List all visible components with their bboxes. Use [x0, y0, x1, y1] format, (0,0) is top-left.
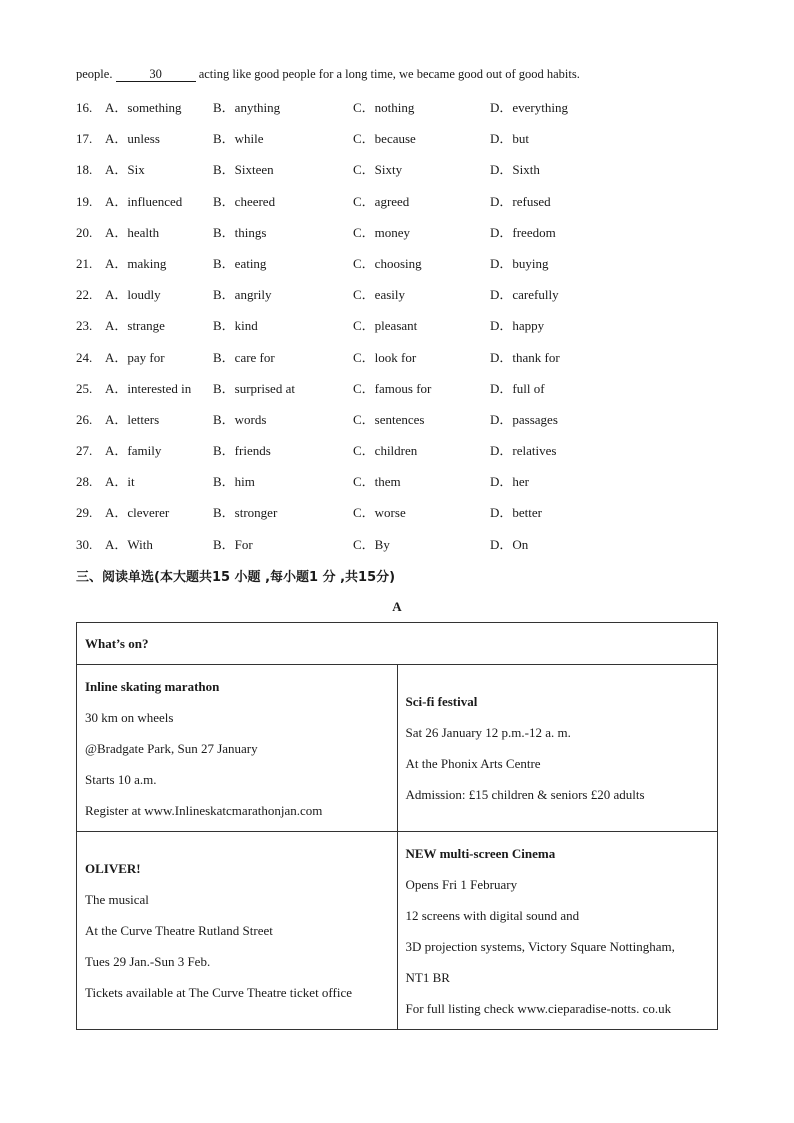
event-detail: At the Curve Theatre Rutland Street: [85, 923, 273, 938]
event-detail: @Bradgate Park, Sun 27 January: [85, 740, 258, 756]
option-c: C．nothing: [353, 100, 415, 115]
option-d: D．full of: [490, 380, 545, 396]
option-c: C．sentences: [353, 411, 425, 427]
question-row: [76, 410, 716, 441]
option-d: D．relatives: [490, 443, 557, 459]
question-number: 20.: [76, 224, 93, 240]
option-c: C．look for: [353, 349, 417, 365]
question-number: 22.: [76, 287, 93, 303]
event-detail: Opens Fri 1 February: [405, 876, 518, 892]
event-detail: Starts 10 a.m.: [85, 771, 157, 787]
option-a: A．family: [105, 443, 162, 459]
question-row: [76, 254, 716, 285]
option-a: A．Six: [105, 162, 145, 178]
option-a: A．loudly: [105, 287, 161, 303]
option-a: A．health: [105, 224, 160, 240]
option-a: A．pay for: [105, 349, 165, 365]
event-detail: 30 km on wheels: [85, 709, 174, 725]
event-detail: Tickets available at The Curve Theatre ticket office: [85, 985, 353, 1000]
event-title: Sci-fi festival: [405, 694, 478, 709]
option-c: C．money: [353, 224, 411, 240]
event-detail: 3D projection systems, Victory Square Nottingham,: [405, 938, 675, 954]
question-row: [76, 441, 716, 472]
option-b: B．eating: [213, 255, 267, 271]
event-detail: 12 screens with digital sound and: [405, 907, 580, 923]
event-detail: The musical: [85, 892, 149, 907]
oliver-cell: [77, 832, 398, 1030]
event-title: Inline skating marathon: [85, 678, 220, 694]
question-number: 16.: [76, 100, 93, 115]
option-b: B．Sixteen: [213, 162, 274, 178]
question-row: [76, 98, 716, 129]
question-number: 21.: [76, 255, 93, 271]
option-a: A．unless: [105, 131, 160, 147]
option-d: D．thank for: [490, 349, 560, 365]
option-d: D．happy: [490, 318, 545, 334]
question-row: [76, 379, 716, 410]
question-row: [76, 160, 716, 191]
option-b: B．care for: [213, 349, 275, 365]
intro-text-before: people.: [76, 67, 113, 81]
question-number: 24.: [76, 349, 93, 365]
question-row: [76, 223, 716, 254]
event-detail: Register at www.Inlineskatcmarathonjan.com: [85, 802, 323, 818]
question-number: 23.: [76, 318, 93, 334]
whats-on-table: [76, 622, 718, 1030]
question-row: [76, 129, 716, 160]
question-row: [76, 316, 716, 347]
event-detail: Sat 26 January 12 p.m.-12 a. m.: [405, 725, 571, 740]
scifi-cell: [397, 665, 718, 832]
option-c: C．pleasant: [353, 318, 418, 334]
option-c: C．because: [353, 131, 416, 147]
intro-text-after: acting like good people for a long time, we became good out of good habits.: [198, 67, 580, 81]
table-header: What’s on?: [77, 623, 718, 665]
option-a: A．cleverer: [105, 505, 170, 521]
option-d: D．freedom: [490, 224, 556, 240]
option-d: D．everything: [490, 100, 568, 115]
skating-cell: [77, 665, 398, 832]
option-a: A．letters: [105, 411, 160, 427]
question-list: [76, 98, 716, 566]
option-b: B．angrily: [213, 287, 272, 303]
option-a: A．With: [105, 536, 153, 552]
option-d: D．passages: [490, 411, 558, 427]
question-number: 28.: [76, 474, 93, 490]
option-c: C．worse: [353, 505, 406, 521]
option-b: B．cheered: [213, 193, 276, 209]
option-a: A．it: [105, 474, 135, 490]
question-number: 17.: [76, 131, 93, 147]
option-c: C．easily: [353, 287, 405, 303]
option-c: C．By: [353, 536, 390, 552]
option-d: D．Sixth: [490, 162, 540, 178]
cinema-cell: [397, 832, 718, 1030]
blank-30: 30: [116, 67, 196, 82]
option-b: B．stronger: [213, 505, 278, 521]
option-b: B．him: [213, 474, 255, 490]
option-b: B．kind: [213, 318, 258, 334]
option-b: B．For: [213, 536, 253, 552]
option-b: B．words: [213, 411, 267, 427]
option-c: C．them: [353, 474, 401, 490]
option-a: A．something: [105, 100, 182, 115]
option-d: D．carefully: [490, 287, 559, 303]
event-detail: NT1 BR: [405, 969, 450, 985]
question-number: 18.: [76, 162, 93, 178]
option-a: A．making: [105, 255, 167, 271]
question-row: [76, 348, 716, 379]
event-detail: Admission: £15 children & seniors £20 adults: [405, 787, 645, 802]
question-number: 27.: [76, 443, 93, 459]
passage-intro-line: [76, 67, 580, 82]
question-number: 30.: [76, 536, 93, 552]
option-d: D．On: [490, 536, 529, 552]
section-heading: 三、阅读单选(本大题共15 小题 ,每小题1 分 ,共15分): [76, 570, 396, 585]
option-b: B．surprised at: [213, 380, 295, 396]
question-number: 29.: [76, 505, 93, 521]
option-a: A．interested in: [105, 380, 192, 396]
question-number: 26.: [76, 411, 93, 427]
event-detail: For full listing check www.cieparadise-notts. co.uk: [405, 1000, 672, 1016]
event-title: OLIVER!: [85, 861, 141, 876]
option-b: B．things: [213, 224, 267, 240]
option-d: D．her: [490, 474, 529, 490]
option-b: B．anything: [213, 100, 281, 115]
question-row: [76, 503, 716, 534]
option-a: A．influenced: [105, 193, 183, 209]
question-row: [76, 535, 716, 566]
option-c: C．Sixty: [353, 162, 403, 178]
event-detail: Tues 29 Jan.-Sun 3 Feb.: [85, 954, 211, 969]
option-c: C．agreed: [353, 193, 410, 209]
question-row: [76, 285, 716, 316]
question-row: [76, 192, 716, 223]
question-row: [76, 472, 716, 503]
option-d: D．but: [490, 131, 530, 147]
option-b: B．while: [213, 131, 264, 147]
passage-label: A: [392, 599, 402, 614]
event-title: NEW multi-screen Cinema: [405, 845, 556, 861]
option-c: C．famous for: [353, 380, 432, 396]
option-b: B．friends: [213, 443, 271, 459]
option-a: A．strange: [105, 318, 165, 334]
question-number: 19.: [76, 193, 93, 209]
question-number: 25.: [76, 380, 93, 396]
option-d: D．refused: [490, 193, 551, 209]
option-c: C．choosing: [353, 255, 422, 271]
option-d: D．buying: [490, 255, 549, 271]
option-c: C．children: [353, 443, 418, 459]
option-d: D．better: [490, 505, 542, 521]
event-detail: At the Phonix Arts Centre: [405, 756, 541, 771]
